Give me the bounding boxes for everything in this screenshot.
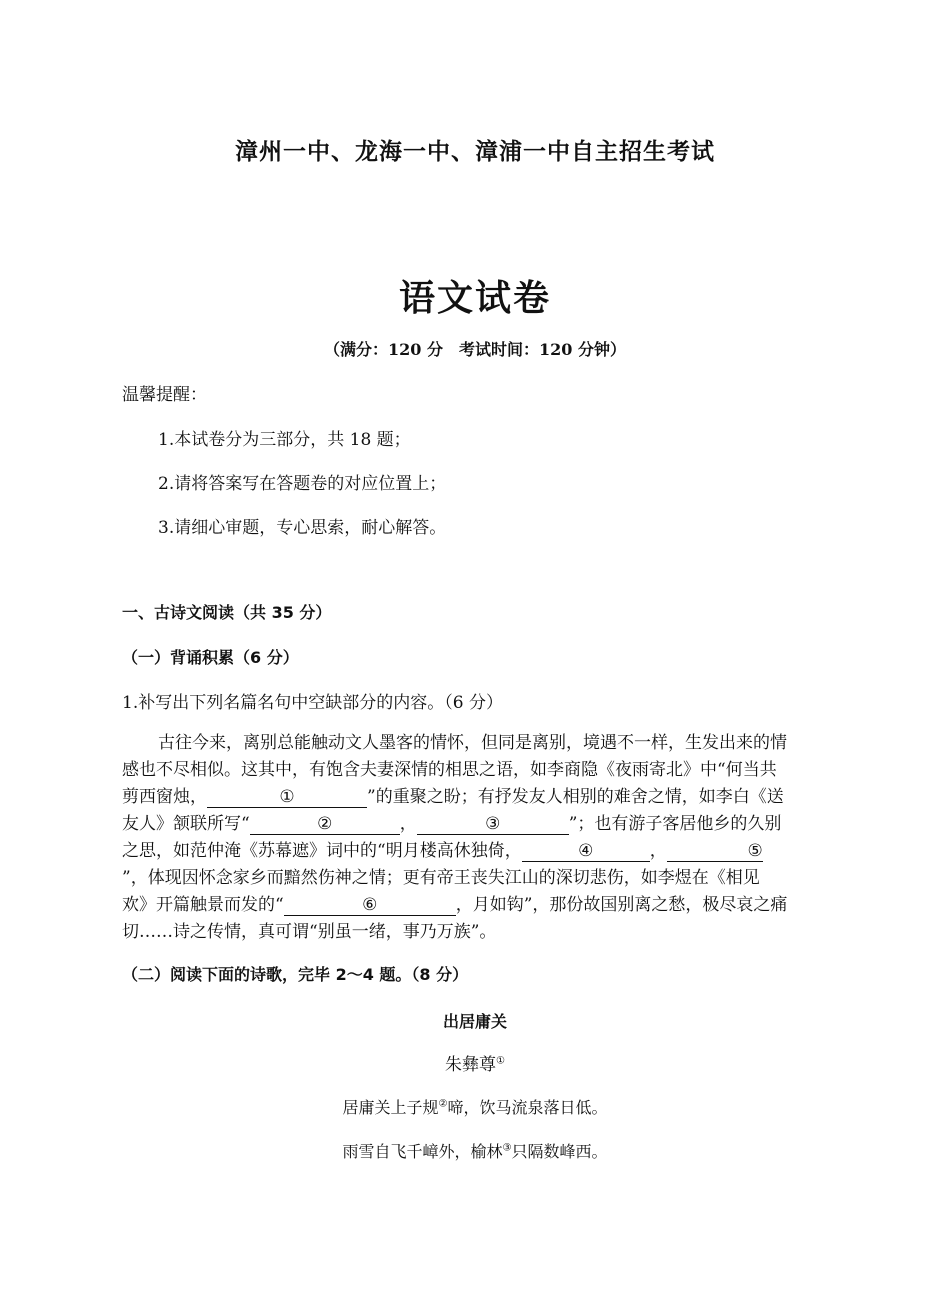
reminder-item: 3.请细心审题，专心思索，耐心解答。 — [158, 518, 447, 538]
question-prompt: 1.补写出下列名篇名句中空缺部分的内容。（6 分） — [122, 693, 503, 713]
subsection-heading: （二）阅读下面的诗歌，完毕 2～4 题。（8 分） — [122, 965, 469, 984]
footnote-marker: ② — [438, 1098, 448, 1110]
passage-line: 友人》颔联所写“ ② ， ③ ”；也有游子客居他乡的久别 — [122, 814, 782, 834]
answer-blank[interactable]: ⑤ — [667, 841, 763, 862]
answer-blank[interactable]: ④ — [522, 841, 650, 862]
passage-line: 欢》开篇触景而发的“ ⑥ ，月如钩”，那份故国别离之愁，极尽哀之痛 — [122, 895, 788, 915]
reminder-item: 1.本试卷分为三部分，共 18 题； — [158, 430, 411, 450]
subsection-heading: （一）背诵积累（6 分） — [122, 648, 299, 667]
answer-blank[interactable]: ⑥ — [284, 895, 456, 916]
poem-title: 出居庸关 — [442, 1012, 507, 1031]
passage-line: 剪西窗烛， ① ”的重聚之盼；有抒发友人相别的难舍之情，如李白《送 — [122, 787, 784, 807]
passage-line: 切……诗之传情，真可谓“别虽一绪，事乃万族”。 — [122, 922, 497, 942]
passage-line: 感也不尽相似。这其中，有饱含夫妻深情的相思之语，如李商隐《夜雨寄北》中“何当共 — [122, 760, 777, 780]
exam-meta: （满分：120 分 考试时间：120 分钟） — [324, 340, 626, 359]
answer-blank[interactable]: ② — [250, 814, 400, 835]
passage-line: 之思，如范仲淹《苏幕遮》词中的“明月楼高休独倚， ④ ， ⑤ — [122, 841, 763, 861]
reminder-item: 2.请将答案写在答题卷的对应位置上； — [158, 474, 447, 494]
section-heading: 一、古诗文阅读（共 35 分） — [122, 603, 332, 622]
fill-in-passage — [122, 730, 828, 946]
footnote-marker: ③ — [502, 1142, 512, 1154]
passage-line: ”，体现因怀念家乡而黯然伤神之情；更有帝王丧失江山的深切悲伤，如李煜在《相见 — [122, 868, 760, 888]
reminder-title: 温馨提醒： — [122, 385, 207, 405]
poem-author: 朱彝尊① — [445, 1055, 505, 1075]
poem-line: 居庸关上子规②啼，饮马流泉落日低。 — [342, 1098, 608, 1117]
school-title: 漳州一中、龙海一中、漳浦一中自主招生考试 — [235, 138, 715, 165]
exam-title: 语文试卷 — [398, 277, 551, 319]
passage-line: 古往今来，离别总能触动文人墨客的情怀，但同是离别，境遇不一样，生发出来的情 — [158, 733, 787, 753]
answer-blank[interactable]: ① — [207, 787, 367, 808]
answer-blank[interactable]: ③ — [417, 814, 569, 835]
poem-line: 雨雪自飞千嶂外，榆林③只隔数峰西。 — [342, 1142, 608, 1161]
footnote-marker: ① — [496, 1055, 505, 1067]
